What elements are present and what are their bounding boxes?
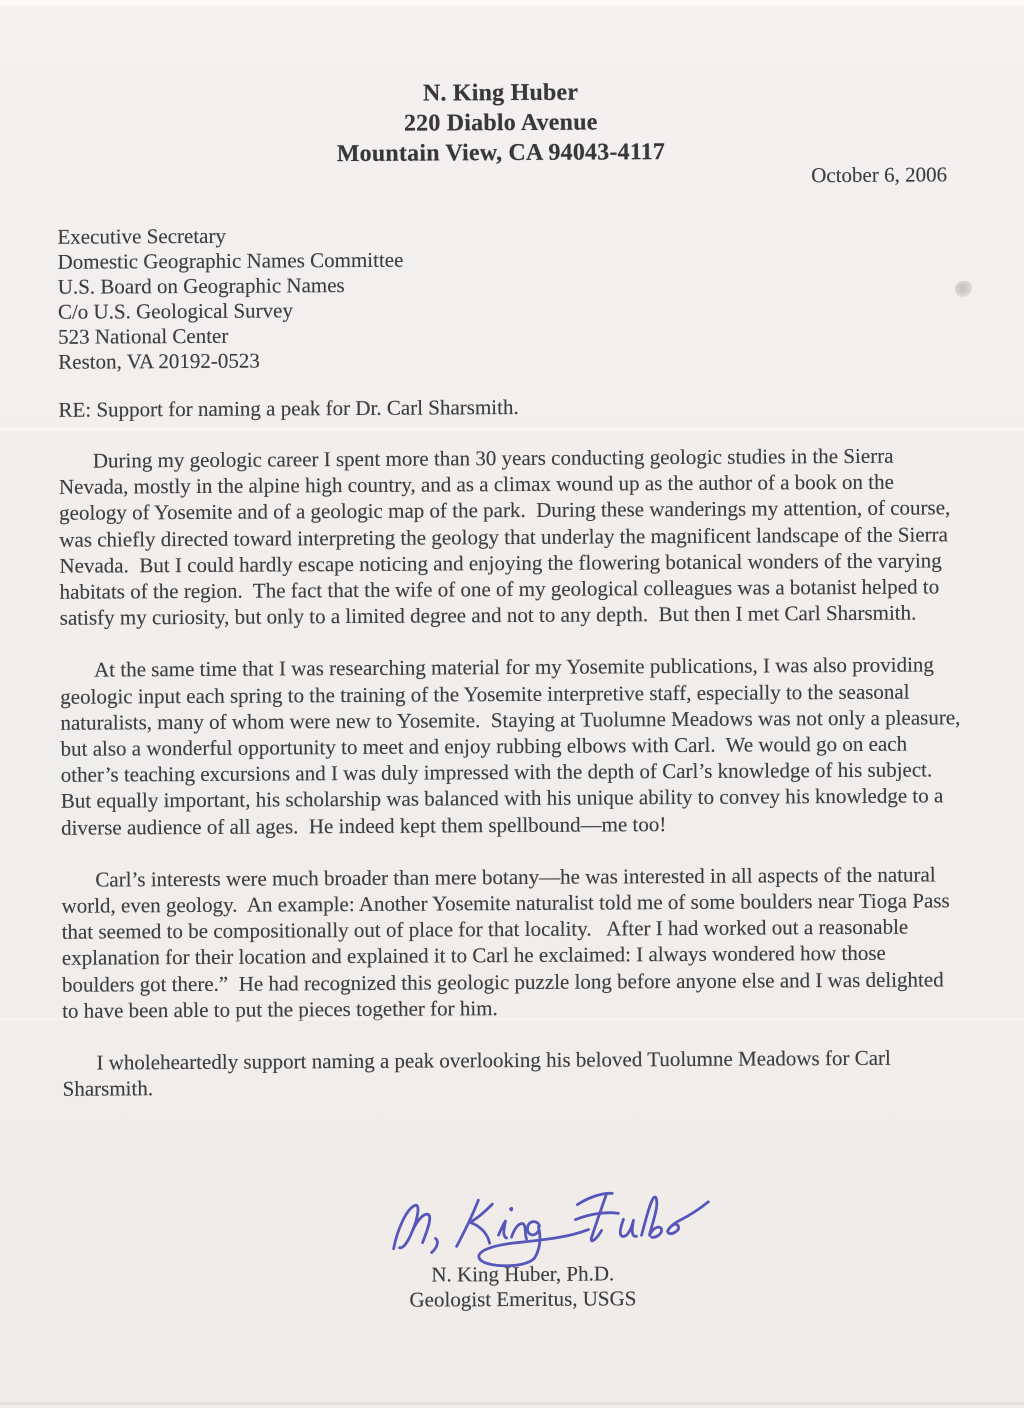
typed-signature — [392, 1261, 654, 1313]
paper-crease — [0, 428, 1024, 431]
recipient-line: Domestic Geographic Names Committee — [57, 247, 404, 274]
body-paragraph-2: At the same time that I was researching material for my Yosemite publications, I was also providing geologic input each spring to the training of the Yosemite interpretive staff, especially to the seasonal naturalists, many of whom were new to Yosemite. Staying at Tuolumne Meadows was not only a pleasure, but also a wonderful opportunity to meet and enjoy rubbing elbows with Carl. We would go on each other’s teaching excursions and I was duly impressed with the depth of Carl’s knowledge of his subject. But equally important, his scholarship was balanced with his unique ability to convey his knowledge to a diverse audience of all ages. He indeed kept them spellbound—me too! — [60, 652, 966, 840]
typed-signature-name: N. King Huber, Ph.D. — [431, 1261, 615, 1287]
recipient-address-block — [57, 219, 1024, 375]
signature-block — [385, 1187, 726, 1313]
body-paragraph-4: I wholeheartedly support naming a peak overlooking his beloved Tuolumne Meadows for Carl Sharsmith. — [62, 1045, 897, 1102]
letterhead-name: N. King Huber — [422, 79, 579, 107]
recipient-line: C/o U.S. Geological Survey — [57, 298, 294, 324]
letterhead — [0, 75, 1013, 171]
date-line: October 6, 2006 — [811, 162, 948, 188]
typed-signature-title: Geologist Emeritus, USGS — [409, 1286, 637, 1312]
recipient-line: U.S. Board on Geographic Names — [57, 273, 345, 299]
letterhead-street: 220 Diablo Avenue — [403, 109, 598, 137]
recipient-line: Executive Secretary — [57, 223, 227, 249]
recipient-line: Reston, VA 20192-0523 — [58, 348, 260, 374]
letterhead-city-state-zip: Mountain View, CA 94043-4117 — [336, 139, 666, 168]
body-paragraph-3: Carl’s interests were much broader than mere botany—he was interested in all aspects of the natural world, even geology. An example: Another Yosemite naturalist told me of some boulders near Tioga Pass that seemed to be compositionally out of place for that locality. After I had worked out a reasonable explanation for their location and explained it to Carl he exclaimed: I always wondered how those boulders got there.” He had recognized this geologic puzzle long before anyone else and I was delighted to have been able to put the pieces together for him. — [61, 862, 955, 1023]
subject-line: RE: Support for naming a peak for Dr. Carl Sharsmith. — [58, 394, 519, 422]
body-paragraph-1: During my geologic career I spent more than 30 years conducting geologic studies in the Sierra Nevada, mostly in the alpine high country, and as a climax wound up as the author of a book on the geology of Yosemite and of a geologic map of the park. During these wanderings my attention, of course, was chiefly directed toward interpreting the geology that underlay the magnificent landscape of the Sierra Nevada. But I could hardly escape noticing and enjoying the flowering botanical wonders of the varying habitats of the region. The fact that the wife of one of my geological colleagues was a botanist helped to satisfy my curiosity, but only to a limited degree and not to any depth. But then I met Carl Sharsmith. — [58, 443, 956, 630]
letter-body — [58, 442, 966, 1102]
recipient-line: 523 National Center — [57, 323, 229, 349]
handwritten-signature-ink — [385, 1187, 717, 1269]
paper-crease — [0, 1018, 1024, 1021]
